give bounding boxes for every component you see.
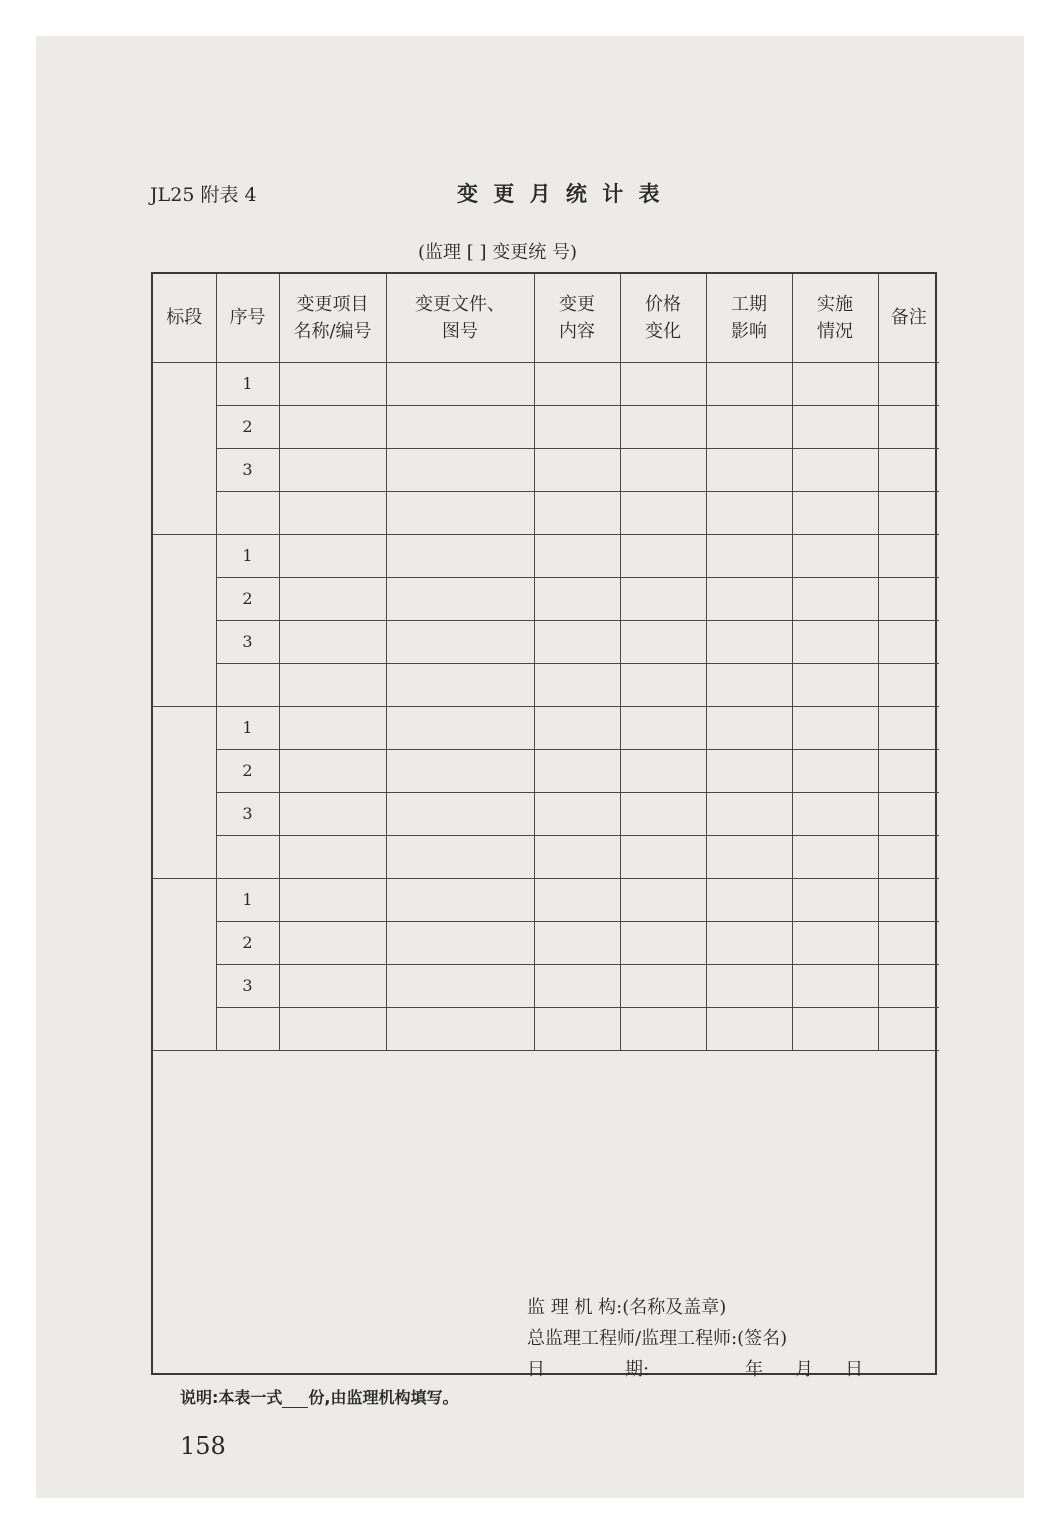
table-cell bbox=[386, 749, 534, 792]
table-cell bbox=[706, 405, 792, 448]
header-change-document: 变更文件、 图号 bbox=[386, 274, 534, 362]
table-cell bbox=[706, 577, 792, 620]
table-cell bbox=[534, 620, 620, 663]
table-cell bbox=[706, 792, 792, 835]
table-cell bbox=[706, 706, 792, 749]
table-cell bbox=[792, 964, 878, 1007]
table-cell bbox=[878, 620, 939, 663]
table-row bbox=[153, 620, 939, 663]
table-row bbox=[153, 792, 939, 835]
table-cell bbox=[878, 577, 939, 620]
table-cell bbox=[792, 792, 878, 835]
table-cell bbox=[386, 405, 534, 448]
table-cell bbox=[279, 362, 386, 405]
table-cell bbox=[792, 577, 878, 620]
table-row bbox=[153, 921, 939, 964]
table-cell bbox=[792, 878, 878, 921]
table-cell bbox=[878, 405, 939, 448]
table-cell bbox=[706, 964, 792, 1007]
table-cell bbox=[792, 1007, 878, 1050]
table-cell bbox=[279, 620, 386, 663]
table-cell bbox=[534, 792, 620, 835]
table-cell bbox=[620, 921, 706, 964]
table-cell bbox=[279, 835, 386, 878]
form-title: 变 更 月 统 计 表 bbox=[457, 182, 664, 206]
sequence-cell bbox=[216, 835, 279, 878]
table-cell bbox=[386, 663, 534, 706]
table-cell bbox=[878, 706, 939, 749]
table-cell bbox=[386, 964, 534, 1007]
table-cell bbox=[386, 1007, 534, 1050]
table-cell bbox=[279, 405, 386, 448]
table-cell bbox=[386, 792, 534, 835]
table-cell bbox=[534, 491, 620, 534]
table-cell bbox=[878, 534, 939, 577]
table-cell bbox=[386, 921, 534, 964]
table-cell bbox=[279, 964, 386, 1007]
table-cell bbox=[620, 491, 706, 534]
sequence-cell bbox=[216, 1007, 279, 1050]
table-cell bbox=[878, 964, 939, 1007]
table-cell bbox=[792, 663, 878, 706]
sequence-cell: 2 bbox=[216, 921, 279, 964]
table-cell bbox=[620, 620, 706, 663]
form-code: JL25 附表 4 bbox=[150, 184, 257, 206]
table-cell bbox=[386, 878, 534, 921]
header-change-content: 变更 内容 bbox=[534, 274, 620, 362]
section-cell bbox=[153, 534, 216, 706]
table-cell bbox=[706, 663, 792, 706]
table-cell bbox=[792, 749, 878, 792]
table-row bbox=[153, 491, 939, 534]
engineer-line: 总监理工程师/监理工程师:(签名) bbox=[527, 1328, 788, 1349]
sequence-cell: 1 bbox=[216, 706, 279, 749]
table-cell bbox=[792, 706, 878, 749]
sequence-cell bbox=[216, 663, 279, 706]
table-cell bbox=[620, 405, 706, 448]
table-cell bbox=[534, 534, 620, 577]
table-cell bbox=[706, 620, 792, 663]
table-cell bbox=[386, 491, 534, 534]
signature-block bbox=[527, 1292, 863, 1385]
sequence-cell: 2 bbox=[216, 405, 279, 448]
table-cell bbox=[534, 362, 620, 405]
table-cell bbox=[620, 448, 706, 491]
sequence-cell: 1 bbox=[216, 534, 279, 577]
table-cell bbox=[534, 663, 620, 706]
table-cell bbox=[620, 577, 706, 620]
sequence-cell: 1 bbox=[216, 878, 279, 921]
table-cell bbox=[620, 534, 706, 577]
table-cell bbox=[534, 706, 620, 749]
table-cell bbox=[706, 835, 792, 878]
table-row bbox=[153, 362, 939, 405]
table-row bbox=[153, 835, 939, 878]
table-row bbox=[153, 405, 939, 448]
table-cell bbox=[534, 405, 620, 448]
table-cell bbox=[386, 448, 534, 491]
table-cell bbox=[620, 749, 706, 792]
table-cell bbox=[878, 448, 939, 491]
table-cell bbox=[792, 534, 878, 577]
table-row bbox=[153, 534, 939, 577]
table-row bbox=[153, 577, 939, 620]
table-cell bbox=[534, 964, 620, 1007]
table-cell bbox=[279, 792, 386, 835]
table-cell bbox=[620, 878, 706, 921]
table-cell bbox=[279, 577, 386, 620]
section-cell bbox=[153, 878, 216, 1050]
table-cell bbox=[279, 921, 386, 964]
footnote: 说明:本表一式 份,由监理机构填写。 bbox=[180, 1388, 459, 1407]
table-cell bbox=[279, 706, 386, 749]
table-cell bbox=[792, 362, 878, 405]
table-row bbox=[153, 749, 939, 792]
table-cell bbox=[706, 534, 792, 577]
copies-blank bbox=[282, 1407, 308, 1408]
table-row bbox=[153, 1007, 939, 1050]
table-cell bbox=[878, 835, 939, 878]
org-line: 监 理 机 构:(名称及盖章) bbox=[527, 1297, 727, 1318]
table-cell bbox=[534, 878, 620, 921]
header-implementation: 实施 情况 bbox=[792, 274, 878, 362]
table-cell bbox=[878, 491, 939, 534]
table-cell bbox=[279, 534, 386, 577]
table-cell bbox=[620, 1007, 706, 1050]
table-cell bbox=[706, 1007, 792, 1050]
date-line: 日 期: 年 月 日 bbox=[527, 1359, 864, 1380]
table-cell bbox=[620, 362, 706, 405]
table-cell bbox=[878, 792, 939, 835]
table-cell bbox=[792, 835, 878, 878]
header-section: 标段 bbox=[153, 274, 216, 362]
table-cell bbox=[792, 921, 878, 964]
table-cell bbox=[792, 448, 878, 491]
table-cell bbox=[878, 663, 939, 706]
table-cell bbox=[534, 1007, 620, 1050]
table-cell bbox=[386, 706, 534, 749]
change-table bbox=[153, 274, 939, 1051]
table-cell bbox=[706, 921, 792, 964]
table-cell bbox=[386, 577, 534, 620]
table-cell bbox=[620, 792, 706, 835]
table-cell bbox=[534, 749, 620, 792]
table-cell bbox=[620, 663, 706, 706]
sequence-cell: 3 bbox=[216, 620, 279, 663]
table-cell bbox=[706, 749, 792, 792]
table-cell bbox=[279, 1007, 386, 1050]
table-cell bbox=[386, 534, 534, 577]
table-cell bbox=[706, 491, 792, 534]
table-cell bbox=[792, 491, 878, 534]
table-cell bbox=[878, 362, 939, 405]
sequence-cell: 2 bbox=[216, 577, 279, 620]
header-remarks: 备注 bbox=[878, 274, 939, 362]
table-cell bbox=[706, 878, 792, 921]
table-cell bbox=[534, 835, 620, 878]
header-price-change: 价格 变化 bbox=[620, 274, 706, 362]
table-cell bbox=[279, 663, 386, 706]
table-cell bbox=[386, 620, 534, 663]
sequence-cell: 3 bbox=[216, 448, 279, 491]
table-row bbox=[153, 964, 939, 1007]
table-cell bbox=[279, 491, 386, 534]
section-cell bbox=[153, 706, 216, 878]
sequence-cell: 3 bbox=[216, 964, 279, 1007]
table-cell bbox=[878, 749, 939, 792]
header-row bbox=[153, 274, 939, 362]
table-row bbox=[153, 706, 939, 749]
table-cell bbox=[534, 921, 620, 964]
sequence-cell: 1 bbox=[216, 362, 279, 405]
table-cell bbox=[534, 448, 620, 491]
table-cell bbox=[706, 448, 792, 491]
table-cell bbox=[792, 620, 878, 663]
section-cell bbox=[153, 362, 216, 534]
header-schedule-impact: 工期 影响 bbox=[706, 274, 792, 362]
table-cell bbox=[620, 964, 706, 1007]
sequence-cell bbox=[216, 491, 279, 534]
table-cell bbox=[620, 706, 706, 749]
table-cell bbox=[534, 577, 620, 620]
table-cell bbox=[878, 921, 939, 964]
table-cell bbox=[620, 835, 706, 878]
statistics-form bbox=[151, 272, 937, 1380]
page-number: 158 bbox=[180, 1432, 226, 1460]
table-cell bbox=[792, 405, 878, 448]
table-row bbox=[153, 448, 939, 491]
table-row bbox=[153, 878, 939, 921]
form-subtitle: (监理 [ ] 变更统 号) bbox=[418, 242, 577, 263]
header-change-item: 变更项目 名称/编号 bbox=[279, 274, 386, 362]
header-sequence: 序号 bbox=[216, 274, 279, 362]
table-row bbox=[153, 663, 939, 706]
table-cell bbox=[878, 1007, 939, 1050]
table-cell bbox=[386, 835, 534, 878]
table-cell bbox=[706, 362, 792, 405]
table-cell bbox=[279, 448, 386, 491]
table-cell bbox=[386, 362, 534, 405]
table-cell bbox=[279, 749, 386, 792]
table-cell bbox=[878, 878, 939, 921]
sequence-cell: 3 bbox=[216, 792, 279, 835]
table-cell bbox=[279, 878, 386, 921]
sequence-cell: 2 bbox=[216, 749, 279, 792]
